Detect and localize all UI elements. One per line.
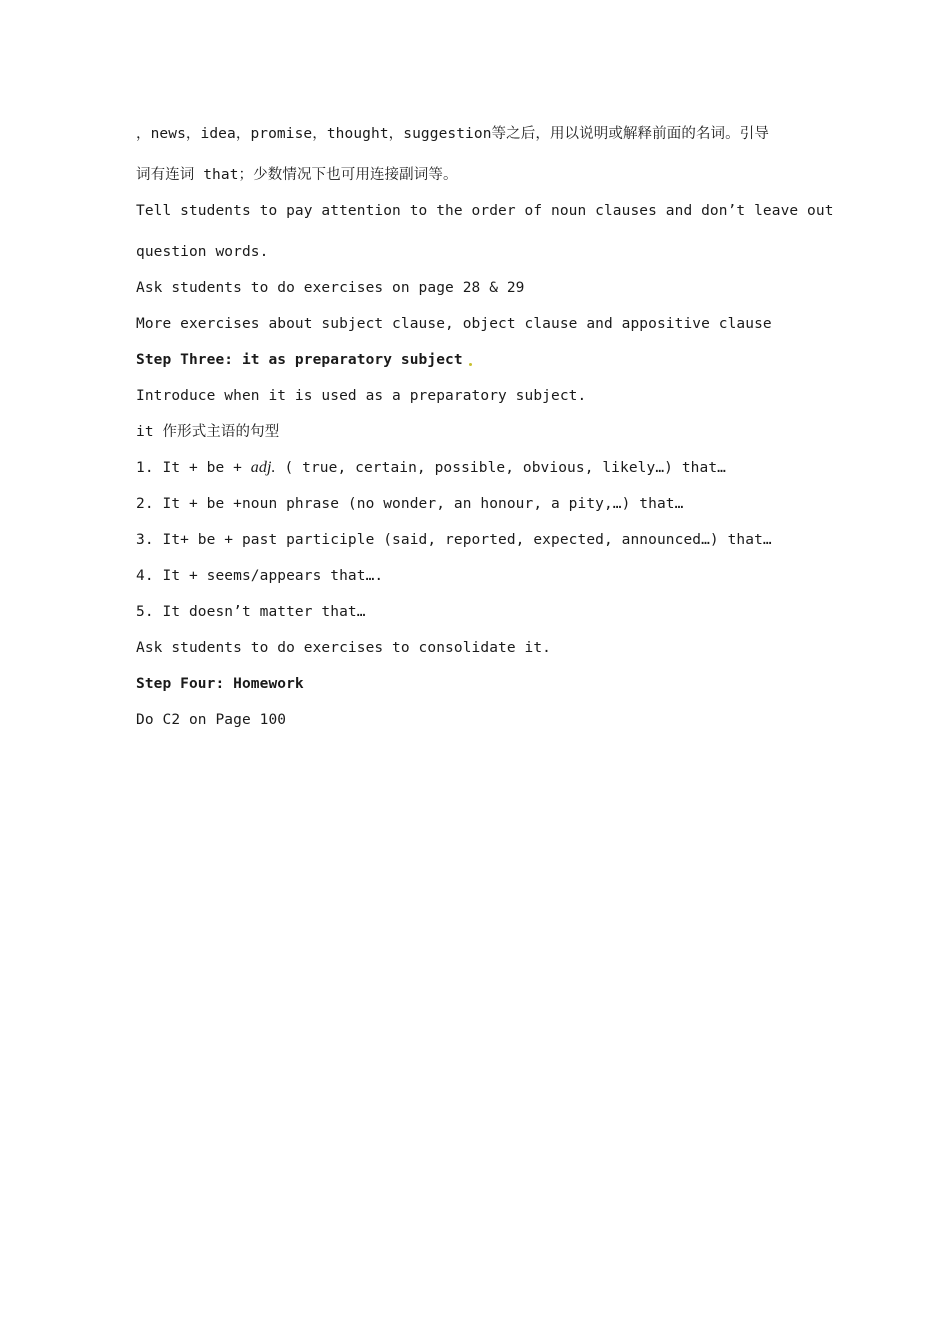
text-line: 词有连词 that；少数情况下也可用连接副词等。 [136, 167, 458, 183]
text-line: Ask students to do exercises on page 28 & 29 [136, 280, 525, 296]
heading-text: Step Three: it as preparatory subject [136, 352, 463, 368]
text-line: it 作形式主语的句型 [136, 424, 280, 440]
pattern-1-italic: adj. [250, 459, 276, 476]
text-line: question words. [136, 244, 269, 260]
pattern-1-start: 1. It + be + [136, 460, 251, 476]
text-line: More exercises about subject clause, object clause and appositive clause [136, 316, 772, 332]
document-body [136, 124, 834, 730]
pattern-2: 2. It + be +noun phrase (no wonder, an honour, a pity,…) that… [136, 496, 684, 512]
pattern-5: 5. It doesn’t matter that… [136, 604, 366, 620]
text-line: Ask students to do exercises to consolidate it. [136, 640, 551, 656]
text-line: ，news，idea，promise，thought，suggestion等之后，用以说明或解释前面的名词。引导 [136, 126, 769, 142]
pattern-4: 4. It + seems/appears that…. [136, 568, 384, 584]
text-line: Tell students to pay attention to the order of noun clauses and don’t leave out [136, 203, 834, 219]
pattern-1 [136, 458, 826, 478]
text-line: Introduce when it is used as a preparatory subject. [136, 388, 587, 404]
text-line: Do C2 on Page 100 [136, 712, 287, 728]
annotation-dot [469, 363, 472, 366]
step-three-heading [136, 350, 826, 370]
pattern-1-end: ( true, certain, possible, obvious, likely…) that… [275, 460, 726, 476]
pattern-3: 3. It+ be + past participle (said, reported, expected, announced…) that… [136, 532, 772, 548]
step-four-heading: Step Four: Homework [136, 676, 304, 692]
